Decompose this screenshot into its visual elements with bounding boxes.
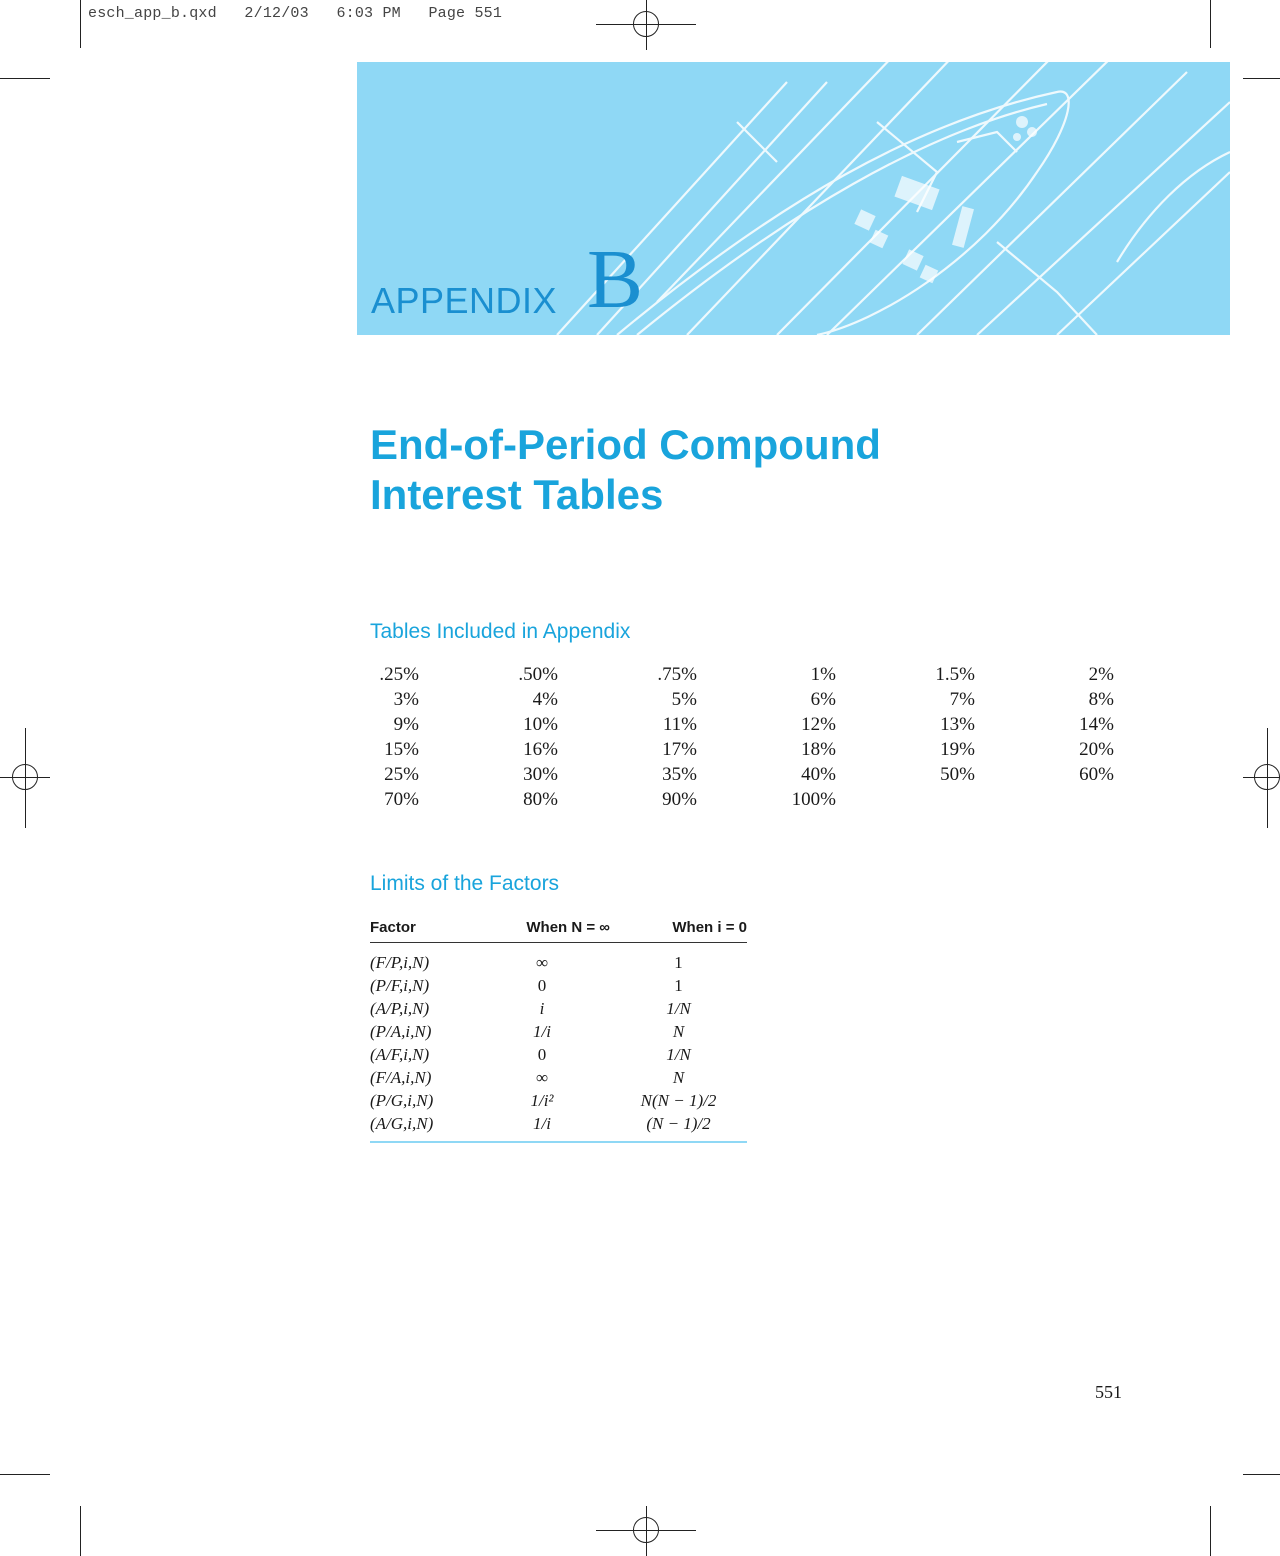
rate-cell: 14%	[1079, 714, 1114, 735]
rate-cell: 7%	[949, 689, 975, 710]
page-number: 551	[1095, 1382, 1122, 1402]
rate-cell: 15%	[384, 739, 419, 760]
crop-mark	[1210, 1506, 1211, 1556]
rate-cell: 1%	[810, 664, 836, 685]
table-row	[370, 974, 747, 997]
n-infinity-cell: ∞	[535, 953, 549, 972]
n-infinity-cell: 1/i	[533, 1022, 551, 1041]
rate-cell: .50%	[518, 664, 558, 685]
rate-cell: 4%	[532, 689, 558, 710]
rate-cell: 80%	[523, 789, 558, 810]
rate-row	[370, 662, 1130, 687]
rate-cell: 10%	[523, 714, 558, 735]
table-row	[370, 951, 747, 974]
rate-cell: 35%	[662, 764, 697, 785]
factor-cell: (P/F,i,N)	[370, 976, 430, 995]
rate-cell: 30%	[523, 764, 558, 785]
factor-cell: (A/F,i,N)	[370, 1045, 430, 1064]
rate-row	[370, 687, 1130, 712]
i-zero-cell: 1	[674, 976, 683, 995]
i-zero-cell: (N − 1)/2	[646, 1114, 711, 1133]
limits-table	[370, 912, 747, 1143]
i-zero-cell: N	[672, 1068, 685, 1087]
rate-cell: 8%	[1088, 689, 1114, 710]
crop-mark	[0, 1474, 50, 1475]
page-title	[370, 420, 1070, 520]
table-row	[370, 1112, 747, 1135]
n-infinity-cell: i	[539, 999, 545, 1018]
crop-mark	[80, 1506, 81, 1556]
rate-row	[370, 762, 1130, 787]
n-infinity-cell: ∞	[535, 1068, 549, 1087]
rate-cell: 6%	[810, 689, 836, 710]
rate-row	[370, 712, 1130, 737]
appendix-banner	[357, 62, 1230, 335]
i-zero-cell: 1/N	[666, 999, 691, 1018]
factor-cell: (F/A,i,N)	[370, 1068, 432, 1087]
factor-cell: (A/G,i,N)	[370, 1114, 434, 1133]
rate-cell: 18%	[801, 739, 836, 760]
page-title-line-2: Interest Tables	[370, 471, 664, 518]
crop-mark	[1243, 1474, 1280, 1475]
rate-row	[370, 737, 1130, 762]
n-infinity-cell: 1/i²	[530, 1091, 554, 1110]
rates-grid	[370, 662, 1130, 812]
column-header-i-zero: When i = 0	[672, 918, 747, 936]
crop-mark	[1243, 78, 1280, 79]
limits-table-header	[370, 912, 747, 943]
rate-cell: 40%	[801, 764, 836, 785]
printer-slug: esch_app_b.qxd 2/12/03 6:03 PM Page 551	[88, 5, 503, 22]
rate-cell: 100%	[791, 789, 836, 810]
factor-cell: (A/P,i,N)	[370, 999, 430, 1018]
rate-cell: .25%	[379, 664, 419, 685]
rate-cell	[975, 787, 1114, 812]
rate-cell: 25%	[384, 764, 419, 785]
rate-cell: 2%	[1088, 664, 1114, 685]
rate-cell: 9%	[393, 714, 419, 735]
rate-cell: 3%	[393, 689, 419, 710]
limits-table-body	[370, 943, 747, 1143]
n-infinity-cell: 0	[537, 976, 547, 995]
rate-cell: 19%	[940, 739, 975, 760]
rate-cell: 5%	[671, 689, 697, 710]
rate-cell: 50%	[940, 764, 975, 785]
factor-cell: (F/P,i,N)	[370, 953, 430, 972]
rate-cell: 12%	[801, 714, 836, 735]
table-row	[370, 1066, 747, 1089]
rate-row	[370, 787, 1130, 812]
tables-included-heading: Tables Included in Appendix	[370, 620, 631, 643]
appendix-label: APPENDIX	[371, 280, 558, 321]
limits-heading: Limits of the Factors	[370, 872, 560, 895]
rate-cell: .75%	[657, 664, 697, 685]
factor-cell: (P/G,i,N)	[370, 1091, 434, 1110]
rate-cell: 90%	[662, 789, 697, 810]
n-infinity-cell: 1/i	[533, 1114, 551, 1133]
column-header-n-infinity: When N = ∞	[526, 918, 610, 936]
i-zero-cell: 1/N	[666, 1045, 691, 1064]
rate-cell: 11%	[662, 714, 697, 735]
i-zero-cell: 1	[674, 953, 683, 972]
rate-cell	[836, 787, 975, 812]
i-zero-cell: N(N − 1)/2	[640, 1091, 717, 1110]
rate-cell: 16%	[523, 739, 558, 760]
appendix-letter: B	[587, 233, 644, 326]
rate-cell: 20%	[1079, 739, 1114, 760]
crop-mark	[1210, 0, 1211, 48]
n-infinity-cell: 0	[537, 1045, 547, 1064]
page-title-line-1: End-of-Period Compound	[370, 421, 881, 468]
table-row	[370, 1043, 747, 1066]
rate-cell: 60%	[1079, 764, 1114, 785]
rate-cell: 1.5%	[935, 664, 975, 685]
rate-cell: 17%	[662, 739, 697, 760]
crop-mark	[80, 0, 81, 48]
table-row	[370, 1020, 747, 1043]
crop-mark	[0, 78, 50, 79]
rate-cell: 13%	[940, 714, 975, 735]
column-header-factor: Factor	[370, 918, 416, 936]
table-row	[370, 1089, 747, 1112]
table-row	[370, 997, 747, 1020]
factor-cell: (P/A,i,N)	[370, 1022, 432, 1041]
rate-cell: 70%	[384, 789, 419, 810]
i-zero-cell: N	[672, 1022, 685, 1041]
